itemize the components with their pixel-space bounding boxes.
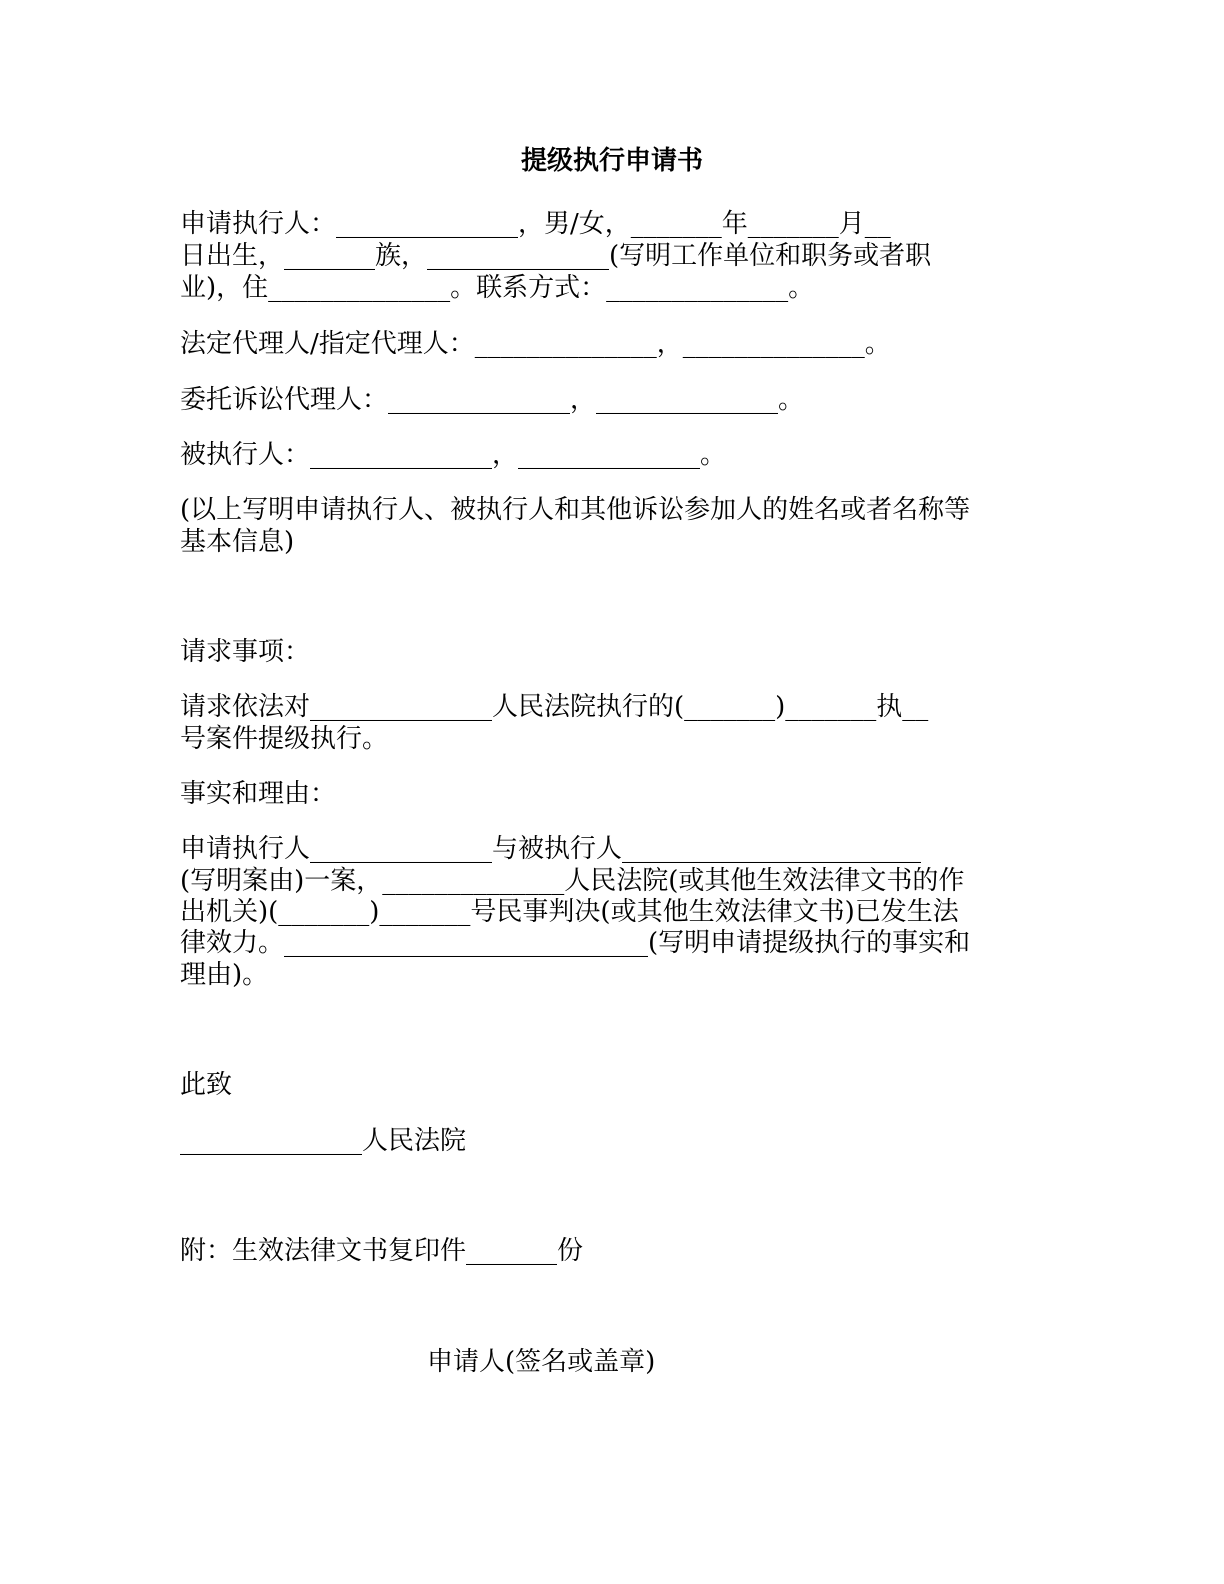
claims-heading: 请求事项：	[180, 637, 311, 667]
facts-line-3: 出机关)(_______)_______号民事判决(或其他生效法律文书)已发生法	[180, 897, 959, 927]
signature-line: 申请人(签名或盖章)	[427, 1347, 656, 1377]
attachment-line: 附：生效法律文书复印件_______份	[180, 1236, 584, 1266]
agent-line: 委托诉讼代理人：______________，______________。	[180, 385, 805, 415]
parties-note-line-2: 基本信息)	[180, 527, 295, 557]
respondent-line: 被执行人：______________，______________。	[180, 440, 727, 470]
facts-heading: 事实和理由：	[180, 779, 337, 809]
applicant-line-1: 申请执行人：______________，男/女，_______年_______月__	[180, 209, 891, 239]
applicant-line-2: 日出生，_______族，______________(写明工作单位和职务或者职	[180, 241, 932, 271]
applicant-line-3: 业)，住______________。联系方式：______________。	[180, 273, 815, 303]
parties-note-line-1: (以上写明申请执行人、被执行人和其他诉讼参加人的姓名或者名称等	[180, 495, 971, 525]
court-line: ______________人民法院	[180, 1126, 467, 1156]
legal-representative-line: 法定代理人/指定代理人：______________，______________。	[180, 329, 891, 359]
facts-line-4: 律效力。____________________________(写明申请提级执行的事实和	[180, 928, 971, 958]
facts-line-1: 申请执行人______________与被执行人_______________________	[180, 834, 922, 864]
claims-line-2: 号案件提级执行。	[180, 724, 389, 754]
document-title: 提级执行申请书	[520, 146, 703, 176]
facts-line-5: 理由)。	[180, 960, 269, 990]
claims-line-1: 请求依法对______________人民法院执行的(_______)_______执__	[180, 692, 929, 722]
facts-line-2: (写明案由)一案，______________人民法院(或其他生效法律文书的作	[180, 866, 965, 896]
salutation: 此致	[180, 1070, 233, 1100]
